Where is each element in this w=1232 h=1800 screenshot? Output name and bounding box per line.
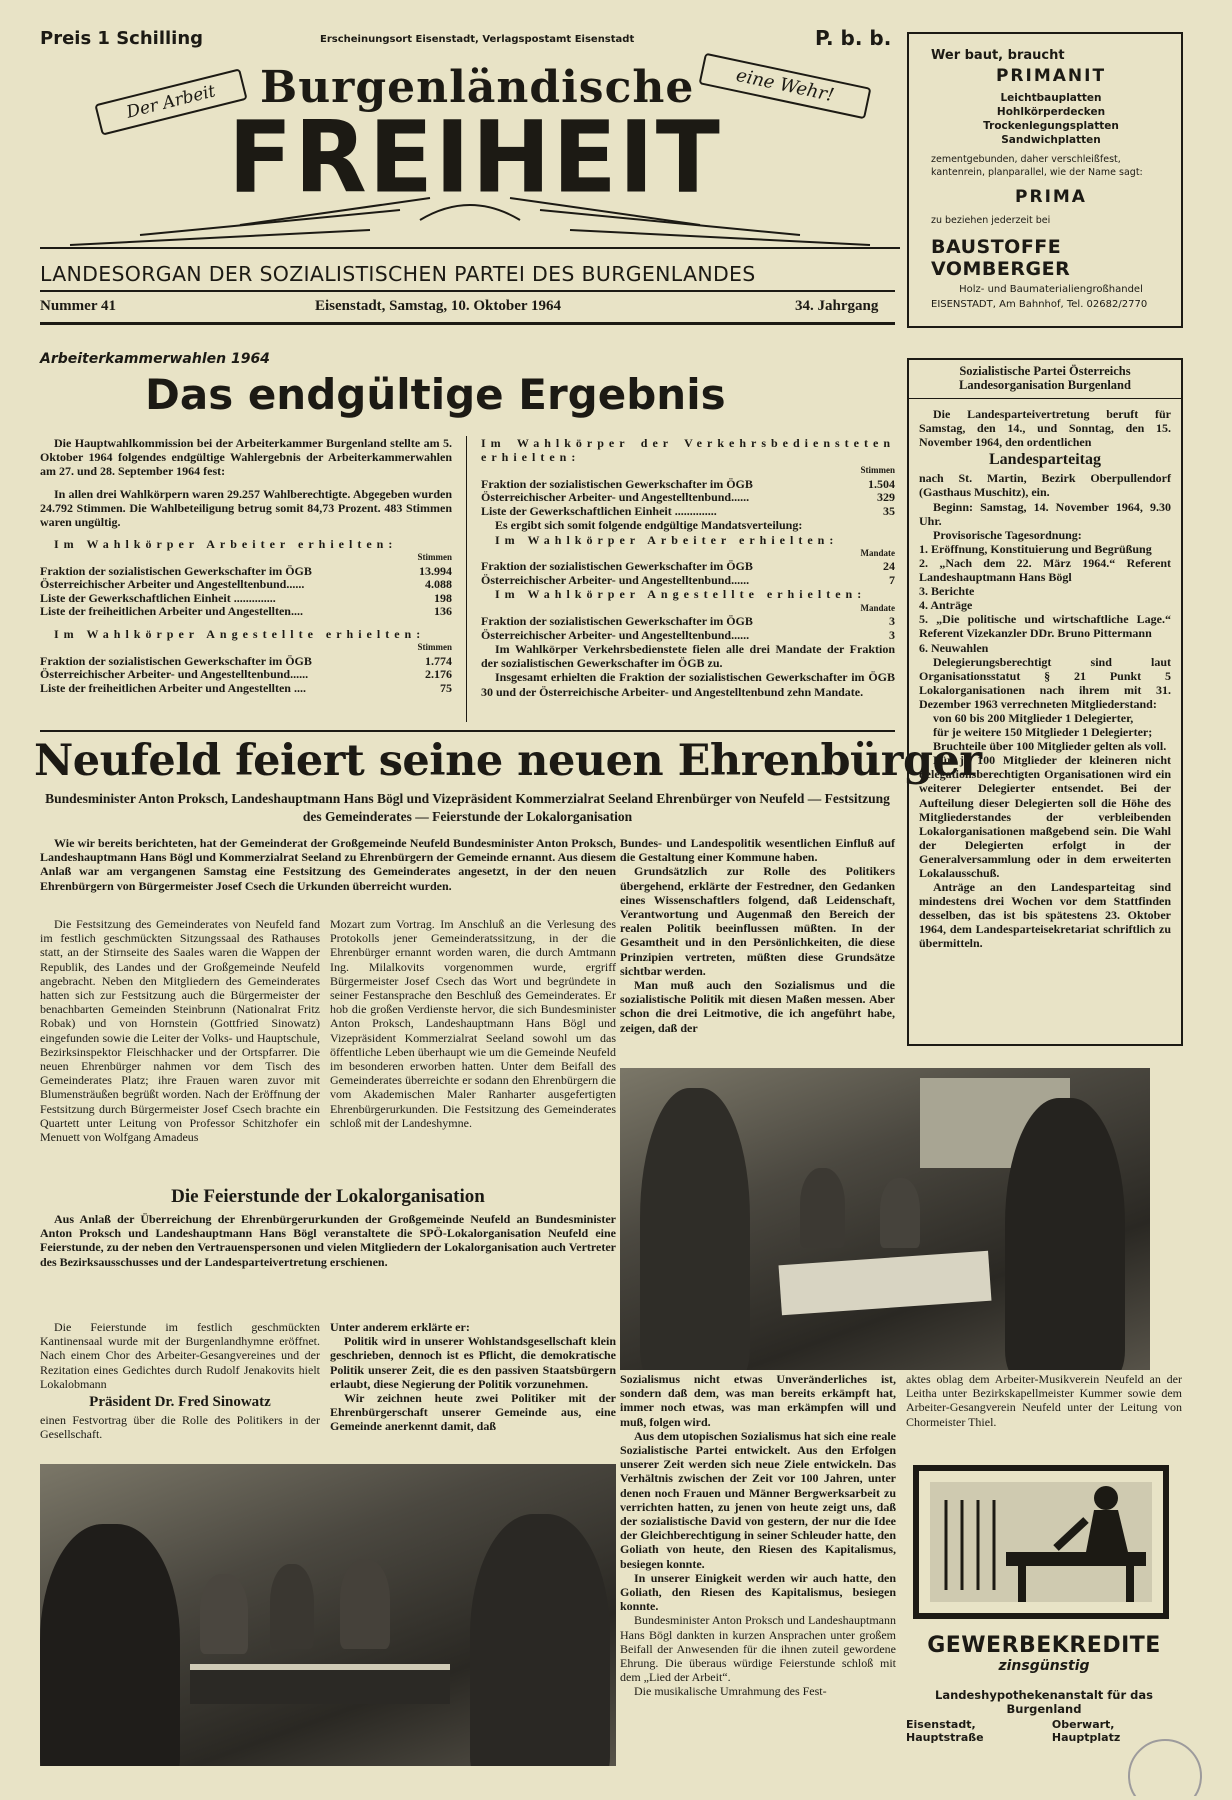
mandate-intro: Es ergibt sich somit folgende endgültige Mandatsverteilung: — [495, 518, 803, 533]
row-label: Österreichischer Arbeiter und Angestelltenbund...... — [40, 577, 305, 592]
ad-product: Sandwichplatten — [1001, 134, 1101, 146]
row-label: Liste der Gewerkschaftlichen Einheit .............. — [40, 590, 276, 605]
body-text: Sozialismus nicht etwas Unveränderliches ist, sondern daß dem, was man bereits erkämpft hat, immer noch etwas, was man erkämpfen will und muß, folgen wird. — [620, 1372, 896, 1429]
table-row — [40, 592, 452, 606]
row-label: Österreichischer Arbeiter- und Angestelltenbund...... — [481, 627, 750, 642]
sidebar-intro: Die Landesparteivertretung beruft für Samstag, den 14., und Sonntag, den 15. November 1964, den ordentlichen — [919, 407, 1171, 450]
ad-product: Hohlkörperdecken — [996, 106, 1106, 118]
row-value: 1.504 — [868, 476, 895, 491]
article2-col5 — [330, 1320, 616, 1434]
article2-lead — [40, 836, 616, 893]
sidebar-text: Für je 100 Mitglieder der kleineren nicht delegationsberechtigten Organisationen wird ein weiterer Delegierter entsendet. Bei der Aufteilung dieser Delegierten soll die Höhe des Mitgliederstandes der verbleibenden Lokalorganisationen maßgebend sein. Die Wahl der Delegierten erfolgt in der Generalversammlung oder in dem erweiterten Lokalausschuß. — [919, 753, 1171, 880]
row-label: Österreichischer Arbeiter- und Angestelltenbund...... — [481, 572, 750, 587]
body-text: Mozart zum Vortrag. Im Anschluß an die Verlesung des Protokolls jener Gemeinderatssitzung, in der die Ehrenbürger ernannt worden waren, die durch Amtmann Ing. Milalkovits vorgenommen wurde, ergriff Bürgermeister Josef Csech das Wort und begründete in seiner Festansprache den Beschluß des Gemeinderates. Er hob die großen Verdienste hervor, die sich Bundesminister Anton Proksch, Landeshauptmann Hans Bögl und Vizepräsident Kommerzialrat Seeland sowohl um das öffentliche Leben überhaupt wie um die Gemeinde Neufeld im besonderen erworben hatten. Unter dem Beifall des Gemeinderates überreichte er sodann den Ehrenbürgern die vom Akademischen Maler Ranharter ausgefertigten Ehrenbürgerurkunden. Die Festsitzung des Gemeinderates schloß mit der Landeshymne. — [330, 917, 617, 1130]
row-value: 198 — [434, 590, 452, 605]
lead-text: Wie wir bereits berichteten, hat der Gemeinderat der Großgemeinde Neufeld Bundesminister Anton Proksch, Landeshauptmann Hans Bögl und Kommerzialrat Seeland zu Ehrenbürgern der Gemeinde ernannt. Aus diesem Anlaß war am vergangenen Samstag eine Festsitzung des Gemeinderates angesetzt, in der den neuen Ehrenbürgern von Bürgermeister Josef Csech die Urkunden überreicht wurden. — [40, 836, 616, 893]
sidebar-event: Landesparteitag — [989, 451, 1101, 469]
title-top: Burgenländische — [260, 62, 695, 113]
volume: 34. Jahrgang — [795, 298, 879, 314]
table-verkehr — [481, 464, 895, 518]
sidebar-notice — [907, 358, 1183, 1046]
photo-ceremony-1 — [620, 1068, 1150, 1370]
row-value: 329 — [877, 490, 895, 505]
photo-ceremony-2 — [40, 1464, 616, 1766]
agenda-item: 2. „Nach dem 22. März 1964.“ Referent Landeshauptmann Hans Bögl — [919, 555, 1171, 585]
sub-heading: Die Feierstunde der Lokalorganisation — [171, 1186, 485, 1207]
sunburst-icon — [40, 190, 900, 250]
table-row — [481, 615, 895, 629]
row-value: 136 — [434, 604, 452, 619]
body-text: Die Feierstunde im festlich geschmückten Kantinensaal wurde mit der Burgenlandhymne eröffnet. Nach einem Chor des Arbeiter-Gesangvereines und der Rezitation eines Gedichtes durch Rudolf Jenakovits hielt Lokalobmann — [40, 1320, 320, 1391]
table-row — [40, 605, 452, 619]
body-text: aktes oblag dem Arbeiter-Musikverein Neufeld an der Leitha unter Bezirkskapellmeister Kummer sowie dem Arbeiter-Gesangverein Neufeld unter der Leitung von Chormeister Thiel. — [906, 1372, 1182, 1429]
postal-mark: P. b. b. — [815, 26, 892, 50]
sub-lead — [40, 1212, 616, 1269]
sidebar-text: für je weitere 150 Mitglieder 1 Delegierter; — [933, 725, 1153, 740]
body-text: Bundesminister Anton Proksch und Landeshauptmann Hans Bögl dankten in kurzen Ansprachen unter großem Beifall der Anwesenden für die ihnen zuteil gewordene Ehrung. Die überaus würdige Feierstunde schloß mit dem „Lied der Arbeit“. — [620, 1613, 896, 1685]
table-row — [481, 505, 895, 519]
article1-col-left — [40, 436, 452, 695]
issue-number: Nummer 41 — [40, 298, 116, 314]
row-label: Österreichischer Arbeiter- und Angestelltenbund...... — [481, 490, 750, 505]
unit-label: Mandate — [860, 547, 895, 558]
row-label: Fraktion der sozialistischen Gewerkschafter im ÖGB — [40, 653, 312, 668]
verkehr-mandate: Im Wahlkörper Verkehrsbedienstete fielen alle drei Mandate der Fraktion der sozialistischen Gewerkschafter im ÖGB zu. — [481, 642, 895, 671]
sidebar-agenda-title: Provisorische Tagesordnung: — [933, 527, 1082, 542]
table-m-angestellte — [481, 602, 895, 643]
row-value: 35 — [883, 503, 895, 518]
library-stamp-icon — [1120, 1736, 1210, 1796]
table-row — [481, 478, 895, 492]
ad-prima: PRIMA — [1015, 187, 1087, 207]
ad-addr-left: Eisenstadt, Hauptstraße — [906, 1718, 984, 1744]
sidebar-text: Delegierungsberechtigt sind laut Organisationsstatut § 21 Punkt 5 Lokalorganisationen nach ihrem mit 31. Dezember 1963 verrechneten Mitgliederstand: — [919, 654, 1171, 711]
row-value: 1.774 — [425, 653, 452, 668]
row-value: 4.088 — [425, 577, 452, 592]
table-row — [481, 560, 895, 574]
table-row — [40, 578, 452, 592]
unit-label: Stimmen — [860, 465, 895, 476]
body-text: Politik wird in unserer Wohlstandsgesellschaft klein geschrieben, dennoch ist es Pflicht, die demokratische Politik unserer Zeit, die es den passiven Staatsbürgern erlaubt, diese Negierung der Politik vorzunehmen. — [330, 1334, 616, 1391]
ad-product: Leichtbauplatten — [1000, 92, 1102, 104]
sidebar-text: Bruchteile über 100 Mitglieder gelten als voll. — [933, 739, 1167, 754]
table-angestellte — [40, 641, 452, 695]
agenda-item: 4. Anträge — [919, 598, 973, 613]
ad-from: zu beziehen jederzeit bei — [931, 215, 1051, 226]
row-label: Fraktion der sozialistischen Gewerkschafter im ÖGB — [40, 563, 312, 578]
article2-col1 — [40, 917, 320, 1144]
ad-title: GEWERBEKREDITE — [927, 1633, 1161, 1658]
body-text: Aus dem utopischen Sozialismus hat sich eine reale Sozialistische Partei entwickelt. Aus den Erfolgen unserer Zeit werden sich neue Ziele entwickeln. Das Verhältnis zwischen der Zeit vor 100 Jahren, unter denen noch Frauen und Männer Bergwerksarbeit zu verrichten hatten, zu jenen von heute zeigt uns, daß der sozialistische David von gestern, der nur die Idee der Gleichberechtigung in seiner Schleuder hatte, den Goliath von heute, den Riesen des Kapitalismus, besiegen konnte. — [620, 1428, 896, 1571]
ad-address: EISENSTADT, Am Bahnhof, Tel. 02682/2770 — [931, 299, 1148, 310]
row-value: 3 — [889, 614, 895, 629]
article1-intro: Die Hauptwahlkommission bei der Arbeiterkammer Burgenland stellte am 5. Oktober 1964 folgendes endgültige Wahlergebnis der Arbeiterkammerwahlen am 27. und 28. September 1964 fest: — [40, 436, 452, 479]
ad-bank: Landeshypothekenanstalt für das Burgenland — [935, 1688, 1153, 1716]
body-text: In unserer Einigkeit werden wir auch hatte, den Goliath, den Riesen des Kapitalismus, besiegen konnte. — [620, 1570, 896, 1614]
table-arbeiter — [40, 551, 452, 619]
publication-place: Erscheinungsort Eisenstadt, Verlagspostamt Eisenstadt — [320, 34, 635, 45]
m-angestellte-title: Im Wahlkörper Angestellte erhielten: — [495, 587, 867, 602]
sidebar-begin: Beginn: Samstag, 14. November 1964, 9.30 Uhr. — [919, 499, 1171, 528]
row-label: Fraktion der sozialistischen Gewerkschafter im ÖGB — [481, 476, 753, 491]
m-arbeiter-title: Im Wahlkörper Arbeiter erhielten: — [495, 532, 839, 547]
article1-stats: In allen drei Wahlkörpern waren 29.257 Wahlberechtigte. Abgegeben wurden 24.792 Stimmen. Die Wahlbeteiligung betrug somit 84,73 Prozent. 483 Stimmen waren ungültig. — [40, 486, 452, 530]
body-text: Wir zeichnen heute zwei Politiker mit der Ehrenbürgerschaft unserer Gemeinde aus, eine Gemeinde anerkennt damit, daß — [330, 1391, 616, 1434]
article2-col7 — [906, 1372, 1182, 1429]
row-value: 13.994 — [419, 563, 452, 578]
agenda-item: 6. Neuwahlen — [919, 640, 989, 655]
title-main: FREIHEIT — [228, 101, 722, 216]
row-value: 2.176 — [425, 667, 452, 682]
unit-label: Mandate — [860, 602, 895, 613]
ad-product: Trockenlegungsplatten — [983, 120, 1119, 132]
section-arbeiter: Im Wahlkörper Arbeiter erhielten: — [54, 537, 398, 552]
article1-kicker: Arbeiterkammerwahlen 1964 — [40, 351, 270, 367]
agenda-item: 1. Eröffnung, Konstituierung und Begrüßung — [919, 541, 1152, 556]
article1-headline: Das endgültige Ergebnis — [145, 370, 726, 419]
ad-addr-right: Oberwart, Hauptplatz — [1051, 1718, 1121, 1744]
table-row — [40, 668, 452, 682]
sidebar-header1: Sozialistische Partei Österreichs — [959, 364, 1131, 378]
table-row — [40, 682, 452, 696]
sidebar-place: nach St. Martin, Bezirk Oberpullendorf (Gasthaus Muschitz), ein. — [919, 471, 1171, 500]
sidebar-text: Anträge an den Landesparteitag sind mindestens drei Wochen vor dem Stattfinden desselben, das ist bis spätestens 23. Oktober 1964, dem Landesparteisekretariat schriftlich zu übermitteln. — [919, 880, 1171, 951]
row-value: 7 — [889, 572, 895, 587]
price-label: Preis 1 Schilling — [40, 28, 204, 49]
row-label: Fraktion der sozialistischen Gewerkschafter im ÖGB — [481, 614, 753, 629]
agenda-item: 3. Berichte — [919, 584, 975, 599]
table-row — [40, 655, 452, 669]
body-text: Bundes- und Landespolitik wesentlichen Einfluß auf die Gestaltung einer Kommune haben. — [620, 836, 895, 865]
date-line: Eisenstadt, Samstag, 10. Oktober 1964 — [315, 298, 561, 314]
agenda-item: 5. „Die politische und wirtschaftliche Lage.“ Referent Vizekanzler DDr. Bruno Pittermann — [919, 612, 1171, 641]
ribbon-left: Der Arbeit — [94, 68, 247, 135]
row-value: 75 — [440, 680, 452, 695]
ribbon-right: eine Wehr! — [699, 53, 872, 120]
lead-text: Aus Anlaß der Überreichung der Ehrenbürgerurkunden der Großgemeinde Neufeld an Bundesminister Anton Proksch und Landeshauptmann Hans Bögl veranstaltete die SPÖ-Lokalorganisation Neufeld eine Feierstunde, zu der neben den Vertrauenspersonen und vielen Mitgliedern der Lokalorganisation auch Vertreter des Bezirksausschusses und der Landesparteivertretung erschienen. — [40, 1212, 616, 1269]
article2-headline: Neufeld feiert seine neuen Ehrenbürger — [34, 736, 982, 786]
unit-label: Stimmen — [417, 642, 452, 653]
sub-heading-2: Präsident Dr. Fred Sinowatz — [89, 1394, 271, 1411]
body-text: Unter anderem erklärte er: — [330, 1320, 470, 1334]
section-angestellte: Im Wahlkörper Angestellte erhielten: — [54, 626, 426, 641]
body-text: einen Festvortrag über die Rolle des Politikers in der Gesellschaft. — [40, 1413, 320, 1442]
sidebar-header2: Landesorganisation Burgenland — [959, 378, 1131, 392]
subtitle: LANDESORGAN DER SOZIALISTISCHEN PARTEI DES BURGENLANDES — [40, 262, 756, 286]
section-verkehr: Im Wahlkörper der Verkehrsbediensteten erhielten: — [481, 436, 895, 465]
ad-company: BAUSTOFFE VOMBERGER — [931, 236, 1071, 280]
body-text: Grundsätzlich zur Rolle des Politikers übergehend, erklärte der Festredner, den Gedanken eines Wissenschaftlers folgend, daß Leidenschaft, Verantwortung und Augenmaß den Bereich der realen Politik beeinflussen müßten. In der Gesamtheit und in den Persönlichkeiten, die diese Prinzipien vertreten, müßten diese Grundsätze sichtbar werden. — [620, 864, 895, 978]
row-label: Liste der freiheitlichen Arbeiter und Angestellten .... — [40, 680, 306, 695]
row-value: 3 — [889, 627, 895, 642]
row-label: Liste der freiheitlichen Arbeiter und Angestellten.... — [40, 604, 303, 619]
body-text: Die Festsitzung des Gemeinderates von Neufeld fand im festlich geschmückten Sitzungssaal des Rathauses statt, an der Stirnseite des Saales waren die Wappen der Republik, des Landes und der Großgemeinde Neufeld angebracht. Neben den Mitgliedern des Gemeinderates hatten sich zur Festsitzung auch die Bürgermeister der benachbarten Gemeinden Steinbrunn (Nationalrat Fritz Robak) und von Hornstein (Gottfried Sinowatz) eingefunden sowie die Leiter der Volks- und Hauptschule, Bezirksinspektor Fleischhacker und der Ortspfarrer. Die neuen Ehrenbürger nahmen vor dem Tisch des Gemeinderates Platz; ihre Frauen waren zuvor mit Blumensträußen begrüßt worden. Nach der Eröffnung der Festsitzung durch Bürgermeister Josef Csech brachte ein Quartett unter Leitung von Professor Schitzhofer ein Menuett von Wolfgang Amadeus — [40, 917, 320, 1145]
table-m-arbeiter — [481, 547, 895, 588]
row-label: Liste der Gewerkschaftlichen Einheit .............. — [481, 503, 717, 518]
ad-subtitle: zinsgünstig — [998, 1658, 1090, 1674]
article2-col4 — [40, 1320, 320, 1442]
ad-line1: Wer baut, braucht — [931, 48, 1065, 63]
ad-primanit — [907, 32, 1183, 328]
article2-deck: Bundesminister Anton Proksch, Landeshauptmann Hans Bögl und Vizepräsident Kommerzialrat Seeland Ehrenbürger von Neufeld — Festsitzung des Gemeinderates — Feierstunde der Lokalorganisation — [45, 791, 890, 824]
worker-illustration-icon — [906, 1460, 1182, 1620]
article2-col6 — [620, 1372, 896, 1699]
article1-col-right — [481, 436, 895, 699]
ad-desc: zementgebunden, daher verschleißfest, kantenrein, planparallel, wie der Name sagt: — [931, 154, 1143, 178]
ad-gewerbekredite — [906, 1460, 1182, 1760]
table-row — [481, 574, 895, 588]
ad-brand: PRIMANIT — [995, 66, 1107, 86]
article2-col3 — [620, 836, 895, 1035]
row-label: Österreichischer Arbeiter- und Angestelltenbund...... — [40, 667, 309, 682]
unit-label: Stimmen — [417, 552, 452, 563]
article2-col2 — [330, 917, 616, 1130]
row-label: Fraktion der sozialistischen Gewerkschafter im ÖGB — [481, 559, 753, 574]
row-value: 24 — [883, 559, 895, 574]
table-row — [481, 491, 895, 505]
body-text: Man muß auch den Sozialismus und die sozialistische Politik mit diesen Maßen messen. Aber schon die drei Leitmotive, die ich angeführt habe, zeigen, daß der — [620, 978, 895, 1035]
table-row — [40, 565, 452, 579]
ad-company-sub: Holz- und Baumaterialiengroßhandel — [959, 284, 1143, 295]
body-text: Die musikalische Umrahmung des Fest- — [634, 1684, 827, 1699]
table-row — [481, 629, 895, 643]
article1-summary: Insgesamt erhielten die Fraktion der sozialistischen Gewerkschafter im ÖGB 30 und der Österreichische Arbeiter- und Angestelltenbund zehn Mandate. — [481, 670, 895, 699]
sidebar-text: von 60 bis 200 Mitglieder 1 Delegierter, — [933, 710, 1134, 725]
